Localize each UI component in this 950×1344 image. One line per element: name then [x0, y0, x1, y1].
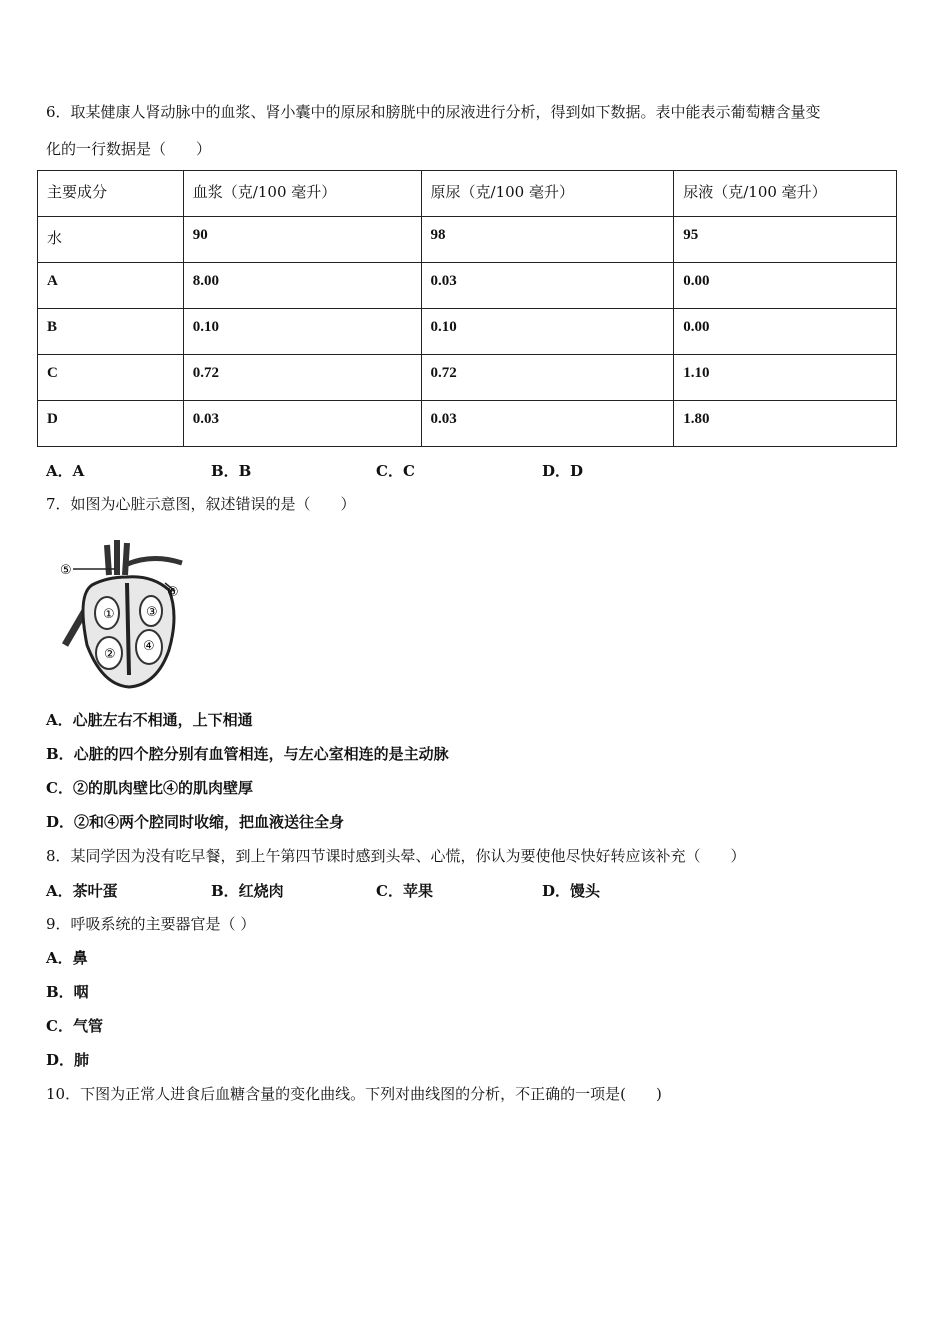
- heart-vessel: [125, 558, 182, 565]
- q6-table: [37, 170, 897, 447]
- option-a[interactable]: A．茶叶蛋: [46, 882, 118, 900]
- q7-option-b-text: B．心脏的四个腔分别有血管相连，与左心室相连的是主动脉: [46, 745, 449, 763]
- table-header: 血浆（克/100 毫升）: [183, 171, 421, 217]
- label-2: ②: [104, 647, 116, 662]
- q7-option-d-text: D．②和④两个腔同时收缩，把血液送往全身: [46, 813, 345, 831]
- q7-option-b[interactable]: [46, 744, 449, 764]
- q7-option-a[interactable]: [46, 710, 253, 730]
- q7-stem: 7．如图为心脏示意图，叙述错误的是（ ）: [46, 495, 356, 513]
- table-header: 原尿（克/100 毫升）: [421, 171, 674, 217]
- label-4: ④: [143, 639, 155, 654]
- table-cell: C: [38, 355, 184, 401]
- option-c[interactable]: C．苹果: [376, 882, 433, 900]
- q9-option-d[interactable]: D．肺: [46, 1051, 90, 1069]
- option-d[interactable]: D．D: [542, 462, 584, 480]
- table-cell: 1.10: [674, 355, 897, 401]
- table-cell: 0.03: [183, 401, 421, 447]
- table-cell: 0.10: [421, 309, 674, 355]
- table-header: 尿液（克/100 毫升）: [674, 171, 897, 217]
- q9-option-b[interactable]: B．咽: [46, 983, 89, 1001]
- label-3: ③: [146, 605, 158, 620]
- table-row: [38, 355, 897, 401]
- table-header-row: [38, 171, 897, 217]
- table-cell: 0.03: [421, 263, 674, 309]
- q6-stem-line2: 化的一行数据是（ ）: [46, 140, 212, 158]
- table-cell: 0.00: [674, 263, 897, 309]
- q7-option-d[interactable]: [46, 812, 344, 832]
- q9-stem: 9．呼吸系统的主要器官是（ ）: [46, 915, 256, 933]
- table-row: [38, 401, 897, 447]
- table-cell: 90: [183, 217, 421, 263]
- table-cell: 8.00: [183, 263, 421, 309]
- table-cell: 水: [38, 217, 184, 263]
- table-row: [38, 309, 897, 355]
- table-cell: 0.00: [674, 309, 897, 355]
- q7-option-c[interactable]: [46, 778, 253, 798]
- table-cell: 0.10: [183, 309, 421, 355]
- table-cell: A: [38, 263, 184, 309]
- heart-septum: [127, 583, 129, 675]
- q8-stem: 8．某同学因为没有吃早餐，到上午第四节课时感到头晕、心慌，你认为要使他尽快好转应该补充（ ）: [46, 847, 746, 865]
- table-cell: 0.72: [183, 355, 421, 401]
- label-6: ⑥: [167, 585, 179, 600]
- table-cell: 1.80: [674, 401, 897, 447]
- q7-option-a-text: A．心脏左右不相通，上下相通: [46, 711, 253, 729]
- option-b[interactable]: B．B: [211, 462, 252, 480]
- table-row: [38, 217, 897, 263]
- table-cell: 0.03: [421, 401, 674, 447]
- q9-option-a[interactable]: A．鼻: [46, 949, 88, 967]
- option-d[interactable]: D．馒头: [542, 882, 601, 900]
- label-5: ⑤: [60, 563, 72, 578]
- option-b[interactable]: B．红烧肉: [211, 882, 284, 900]
- table-cell: 98: [421, 217, 674, 263]
- q6-stem-line1: 6．取某健康人肾动脉中的血浆、肾小囊中的原尿和膀胱中的尿液进行分析，得到如下数据。表中能表示葡萄糖含量变: [46, 103, 821, 121]
- table-cell: D: [38, 401, 184, 447]
- option-a[interactable]: A．A: [46, 462, 85, 480]
- table-header: 主要成分: [38, 171, 184, 217]
- q9-option-c[interactable]: C．气管: [46, 1017, 103, 1035]
- table-cell: B: [38, 309, 184, 355]
- q7-option-c-text: C．②的肌肉壁比④的肌肉壁厚: [46, 779, 253, 797]
- label-1: ①: [103, 607, 115, 622]
- q10-stem: 10．下图为正常人进食后血糖含量的变化曲线。下列对曲线图的分析，不正确的一项是( ): [46, 1085, 662, 1103]
- heart-diagram: [57, 535, 197, 695]
- option-c[interactable]: C．C: [376, 462, 415, 480]
- table-cell: 95: [674, 217, 897, 263]
- table-cell: 0.72: [421, 355, 674, 401]
- table-row: [38, 263, 897, 309]
